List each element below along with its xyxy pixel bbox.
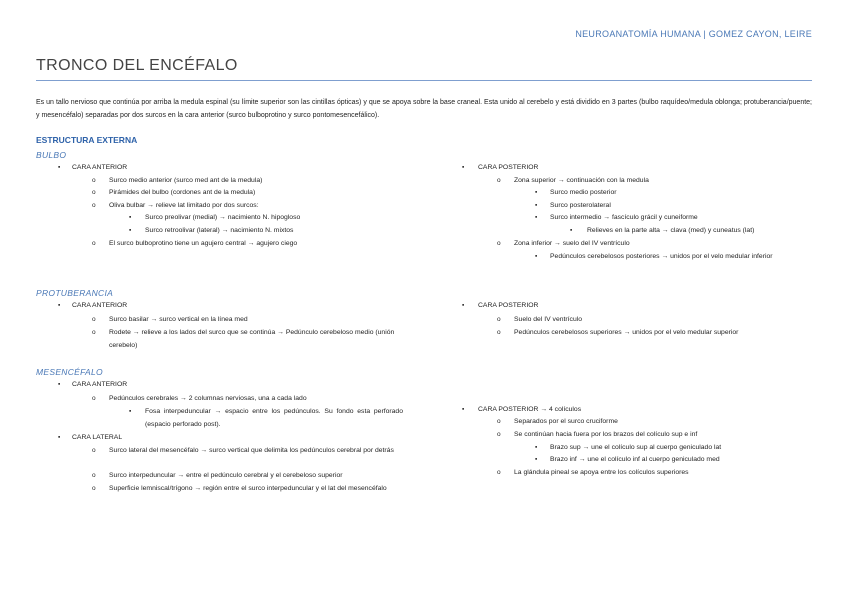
bullet-l2: o bbox=[497, 240, 501, 247]
bullet-l3: ▪ bbox=[535, 253, 538, 260]
bullet-l2: o bbox=[92, 395, 96, 402]
bulbo-posterior-item: Zona inferior → suelo del IV ventrículo bbox=[514, 240, 630, 247]
intro-paragraph: Es un tallo nervioso que continúa por arriba la medula espinal (su límite superior son las cintillas ópticas) y que se apoya sobre la base craneal. Esta unido al cerebelo y está dividido en 3 partes (bulbo raquídeo/medula oblonga; protuberancia/puente; y mesencéfalo) separadas por dos surcos en la cara anterior (surco bulboprotino y surco pontomesencefálico). bbox=[36, 99, 812, 119]
mesencefalo-heading: MESENCÉFALO bbox=[36, 367, 103, 377]
bullet-l2: o bbox=[92, 202, 96, 209]
bullet-l2: o bbox=[497, 316, 501, 323]
bulbo-posterior-subitem: Surco posterolateral bbox=[550, 202, 611, 209]
bullet-l3: ▪ bbox=[129, 227, 132, 234]
running-header: NEUROANATOMÍA HUMANA | GOMEZ CAYON, LEIRE bbox=[575, 29, 812, 39]
bullet-l1: ▪ bbox=[462, 164, 465, 171]
bulbo-anterior-item: El surco bulboprotino tiene un agujero central → agujero ciego bbox=[109, 240, 298, 247]
protuberancia-anterior-label: CARA ANTERIOR bbox=[72, 302, 128, 309]
bullet-l2: o bbox=[497, 431, 501, 438]
bullet-l2: o bbox=[92, 329, 96, 336]
bulbo-posterior-item: Zona superior → continuación con la medula bbox=[514, 177, 649, 184]
mesencefalo-anterior-subitem: Fosa interpeduncular → espacio entre los pedúnculos. Su fondo esta perforado (espacio perforado post). bbox=[145, 408, 403, 428]
mesencefalo-anterior-label: CARA ANTERIOR bbox=[72, 381, 128, 388]
bullet-l3: ▪ bbox=[570, 227, 573, 234]
bullet-l2: o bbox=[497, 418, 501, 425]
bullet-l1: ▪ bbox=[462, 302, 465, 309]
bulbo-anterior-item: Pirámides del bulbo (cordones ant de la medula) bbox=[109, 189, 256, 196]
bullet-l3: ▪ bbox=[535, 214, 538, 221]
bulbo-posterior-subitem: Relieves en la parte alta → clava (med) y cuneatus (lat) bbox=[587, 227, 755, 234]
bulbo-posterior-subitem: Surco intermedio → fascículo grácil y cuneiforme bbox=[550, 214, 698, 221]
bullet-l2: o bbox=[497, 177, 501, 184]
bullet-l3: ▪ bbox=[535, 444, 538, 451]
mesencefalo-posterior-subitem: Brazo sup → une el colículo sup al cuerpo geniculado lat bbox=[550, 444, 722, 451]
bullet-l3: ▪ bbox=[129, 214, 132, 221]
protuberancia-posterior-label: CARA POSTERIOR bbox=[478, 302, 539, 309]
bullet-l1: ▪ bbox=[58, 302, 61, 309]
protuberancia-posterior-item: Suelo del IV ventrículo bbox=[514, 316, 583, 323]
bulbo-posterior-subitem: Pedúnculos cerebelosos posteriores → unidos por el velo medular inferior bbox=[550, 253, 773, 260]
bulbo-anterior-subitem: Surco retroolivar (lateral) → nacimiento N. mixtos bbox=[145, 227, 294, 234]
protuberancia-anterior-item: Rodete → relieve a los lados del surco que se continúa → Pedúnculo cerebeloso medio (unión cerebelo) bbox=[109, 329, 395, 349]
bullet-l2: o bbox=[92, 447, 96, 454]
bulbo-anterior-subitem: Surco preolivar (medial) → nacimiento N. hipogloso bbox=[145, 214, 301, 221]
mesencefalo-posterior-subitem: Brazo inf → une el colículo inf al cuerpo geniculado med bbox=[550, 456, 720, 463]
bullet-l2: o bbox=[92, 485, 96, 492]
bullet-l2: o bbox=[497, 469, 501, 476]
bullet-l3: ▪ bbox=[129, 408, 132, 415]
mesencefalo-lateral-item: Surco interpeduncular → entre el pedúnculo cerebral y el cerebeloso superior bbox=[109, 472, 343, 479]
bullet-l3: ▪ bbox=[535, 202, 538, 209]
bulbo-posterior-subitem: Surco medio posterior bbox=[550, 189, 617, 196]
bullet-l2: o bbox=[92, 189, 96, 196]
mesencefalo-anterior-item: Pedúnculos cerebrales → 2 columnas nerviosas, una a cada lado bbox=[109, 395, 307, 402]
bulbo-posterior-label: CARA POSTERIOR bbox=[478, 164, 539, 171]
protuberancia-anterior-item: Surco basilar → surco vertical en la línea med bbox=[109, 316, 248, 323]
bullet-l1: ▪ bbox=[58, 381, 61, 388]
bulbo-anterior-label: CARA ANTERIOR bbox=[72, 164, 128, 171]
mesencefalo-posterior-item: Separados por el surco cruciforme bbox=[514, 418, 618, 425]
mesencefalo-posterior-item: Se continúan hacia fuera por los brazos del colículo sup e inf bbox=[514, 431, 698, 438]
mesencefalo-lateral-label: CARA LATERAL bbox=[72, 434, 123, 441]
bullet-l1: ▪ bbox=[462, 406, 465, 413]
mesencefalo-posterior-item: La glándula pineal se apoya entre los colículos superiores bbox=[514, 469, 689, 476]
bullet-l2: o bbox=[92, 240, 96, 247]
bullet-l2: o bbox=[92, 316, 96, 323]
bulbo-anterior-item: Oliva bulbar → relieve lat limitado por dos surcos: bbox=[109, 202, 259, 209]
bullet-l2: o bbox=[92, 177, 96, 184]
bullet-l1: ▪ bbox=[58, 164, 61, 171]
bullet-l2: o bbox=[92, 472, 96, 479]
section-heading: ESTRUCTURA EXTERNA bbox=[36, 135, 138, 145]
mesencefalo-posterior-label: CARA POSTERIOR → 4 colículos bbox=[478, 406, 582, 413]
protuberancia-heading: PROTUBERANCIA bbox=[36, 288, 114, 298]
mesencefalo-lateral-item: Surco lateral del mesencéfalo → surco vertical que delimita los pedúnculos cerebral por detrás bbox=[109, 447, 394, 454]
bulbo-anterior-item: Surco medio anterior (surco med ant de la medula) bbox=[109, 177, 263, 184]
bullet-l3: ▪ bbox=[535, 456, 538, 463]
page-title: TRONCO DEL ENCÉFALO bbox=[36, 57, 238, 74]
title-rule bbox=[36, 80, 812, 81]
bullet-l2: o bbox=[497, 329, 501, 336]
mesencefalo-lateral-item: Superficie lemniscal/trígono → región entre el surco interpeduncular y el lat del mesencéfalo bbox=[109, 485, 387, 492]
bullet-l3: ▪ bbox=[535, 189, 538, 196]
bulbo-heading: BULBO bbox=[36, 150, 67, 160]
bullet-l1: ▪ bbox=[58, 434, 61, 441]
protuberancia-posterior-item: Pedúnculos cerebelosos superiores → unidos por el velo medular superior bbox=[514, 329, 739, 336]
